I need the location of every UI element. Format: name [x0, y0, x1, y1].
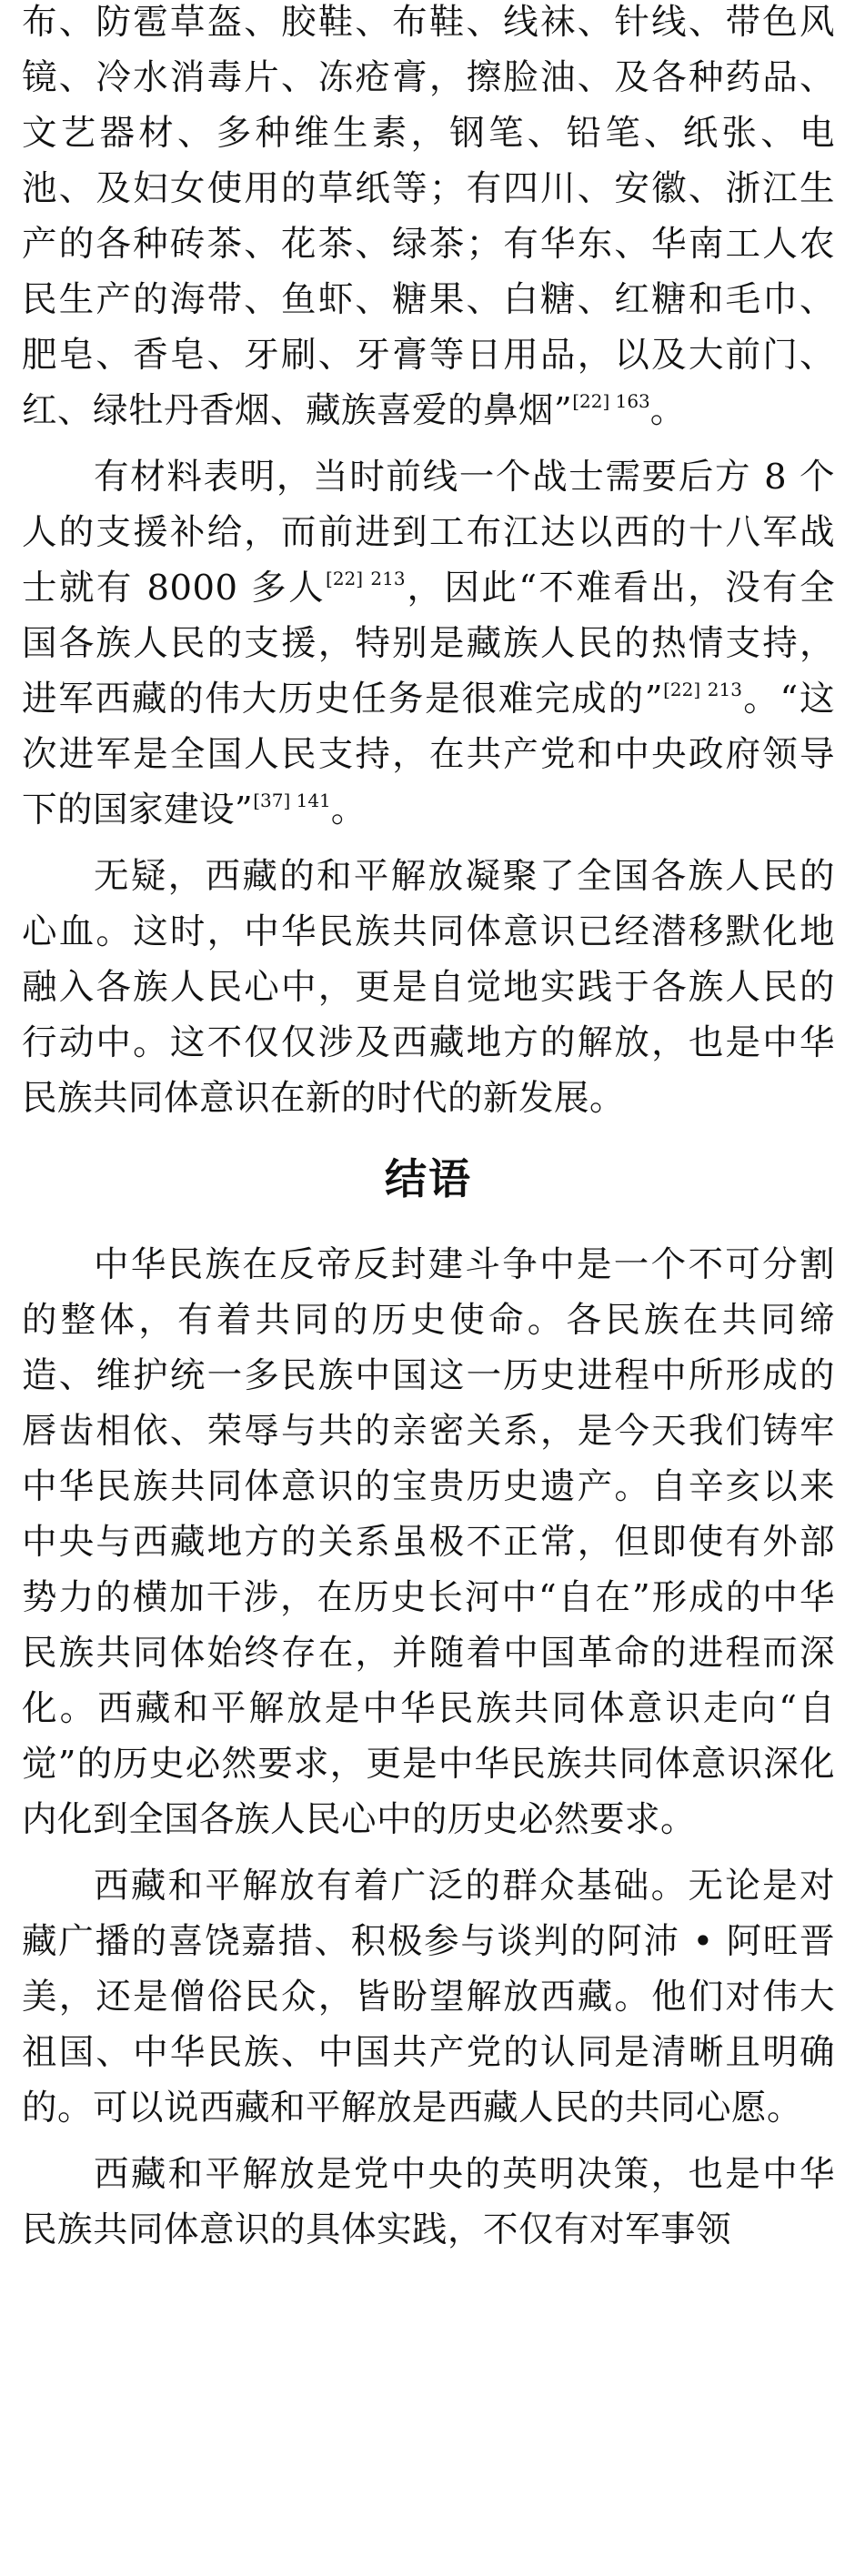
citation-reference: [22] 163 [572, 390, 650, 412]
body-paragraph [22, 1858, 835, 2136]
paragraph-text: 无疑，西藏的和平解放凝聚了全国各族人民的心血。这时，中华民族共同体意识已经潜移默化地融入各族人民心中，更是自觉地实践于各族人民的行动中。这不仅仅涉及西藏地方的解放，也是中华民族共同体意识在新的时代的新发展。 [22, 856, 835, 1119]
body-paragraph [22, 449, 835, 838]
section-heading-conclusion: 结语 [385, 1154, 472, 1203]
paragraph-text: 。“这次进军是全国人民支持，在共产党和中央政府领导下的国家建设” [22, 679, 835, 830]
paragraph-text: 西藏和平解放有着广泛的群众基础。无论是对藏广播的喜饶嘉措、积极参与谈判的阿沛 • 阿旺晋美，还是僧俗民众，皆盼望解放西藏。他们对伟大祖国、中华民族、中国共产党的认同是清晰且明确的。可以说西藏和平解放是西藏人民的共同心愿。 [22, 1866, 835, 2128]
body-paragraph [22, 1237, 835, 1847]
paragraph-text: 中华民族在反帝反封建斗争中是一个不可分割的整体，有着共同的历史使命。各民族在共同缔造、维护统一多民族中国这一历史进程中所形成的唇齿相依、荣辱与共的亲密关系，是今天我们铸牢中华民族共同体意识的宝贵历史遗产。自辛亥以来中央与西藏地方的关系虽极不正常，但即使有外部势力的横加干涉，在历史长河中“自在”形成的中华民族共同体始终存在，并随着中国革命的进程而深化。西藏和平解放是中华民族共同体意识走向“自觉”的历史必然要求，更是中华民族共同体意识深化内化到全国各族人民心中的历史必然要求。 [22, 1244, 835, 1840]
paragraph-text: 。 [649, 390, 686, 431]
paragraph-text: ，因此“不难看出，没有全国各族人民的支援，特别是藏族人民的热情支持，进军西藏的伟大历史任务是很难完成的” [22, 568, 835, 719]
citation-reference: [37] 141 [253, 790, 331, 811]
paragraph-text: 西藏和平解放是党中央的英明决策，也是中华民族共同体意识的具体实践，不仅有对军事领 [22, 2154, 835, 2250]
paragraph-text: 有材料表明，当时前线一个战士需要后方 8 个人的支援补给，而前进到工布江达以西的十八军战士就有 8000 多人 [22, 457, 835, 609]
citation-reference: [22] 213 [326, 568, 406, 589]
body-paragraph [22, 849, 835, 1126]
body-text-before-conclusion [22, 0, 835, 1126]
citation-reference: [22] 213 [663, 679, 742, 700]
paragraph-text: 布、防雹草盔、胶鞋、布鞋、线袜、针线、带色风镜、冷水消毒片、冻疮膏，擦脸油、及各种药品、文艺器材、多种维生素，钢笔、铅笔、纸张、电池、及妇女使用的草纸等；有四川、安徽、浙江生产的各种砖茶、花茶、绿茶；有华东、华南工人农民生产的海带、鱼虾、糖果、白糖、红糖和毛巾、肥皂、香皂、牙刷、牙膏等日用品，以及大前门、红、绿牡丹香烟、藏族喜爱的鼻烟” [22, 2, 835, 431]
body-paragraph [22, 2147, 835, 2258]
paragraph-text: 。 [330, 790, 367, 830]
conclusion-body-text [22, 1237, 835, 2258]
body-paragraph [22, 0, 835, 438]
